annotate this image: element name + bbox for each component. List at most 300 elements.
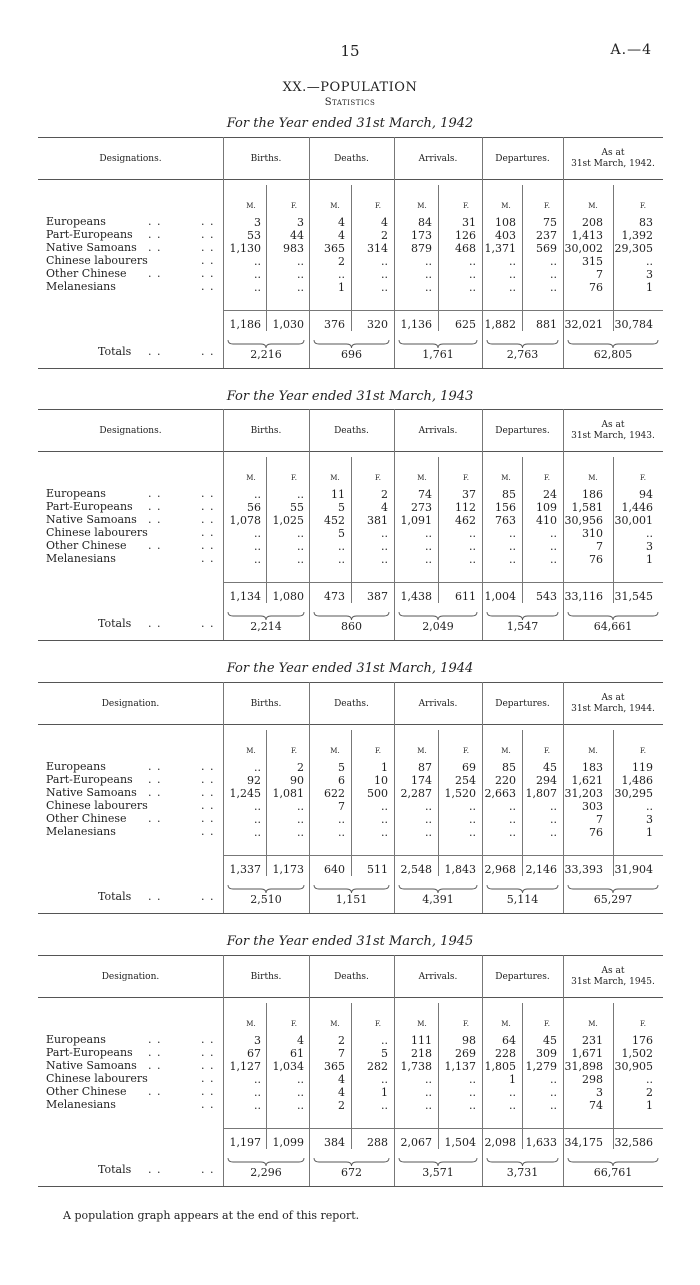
table-cell: .. xyxy=(381,255,388,268)
leader-dots: . . xyxy=(148,500,162,513)
row-label: Melanesians xyxy=(46,1098,116,1111)
table-cell: 1,078 xyxy=(229,514,261,527)
leader-dots: . . xyxy=(201,228,215,241)
table-cell: .. xyxy=(297,800,304,813)
table-cell: 55 xyxy=(290,501,304,514)
leader-dots: . . xyxy=(148,267,162,280)
group-total: 696 xyxy=(341,348,362,361)
subtotal-cell: 1,197 xyxy=(229,1136,261,1149)
group-total: 64,661 xyxy=(593,620,633,633)
group-header: Births. xyxy=(250,972,282,982)
leader-dots: . . xyxy=(201,500,215,513)
as-at-date: 31st March, 1942. xyxy=(571,159,655,169)
table-rule xyxy=(38,1186,663,1187)
row-label: Melanesians xyxy=(46,280,116,293)
leader-dots: . . xyxy=(148,228,162,241)
leader-dots: . . xyxy=(201,825,215,838)
table-cell: 7 xyxy=(338,800,345,813)
table-cell: 1 xyxy=(646,826,653,839)
table-cell: .. xyxy=(425,281,432,294)
table-cell: 4 xyxy=(338,229,345,242)
table-cell: .. xyxy=(381,1034,388,1047)
group-header: Deaths. xyxy=(334,426,369,436)
table-cell: 1,446 xyxy=(621,501,653,514)
table-cell: 31 xyxy=(462,216,476,229)
table-cell: .. xyxy=(381,1073,388,1086)
leader-dots: . . xyxy=(201,812,215,825)
table-cell: .. xyxy=(254,1086,261,1099)
leader-dots: . . xyxy=(148,890,162,903)
table-cell: 186 xyxy=(582,488,603,501)
leader-dots: . . xyxy=(201,345,215,358)
table-cell: 5 xyxy=(338,527,345,540)
table-rule xyxy=(38,997,663,998)
female-subheader: F. xyxy=(375,202,381,210)
table-cell: 3 xyxy=(646,268,653,281)
row-label: Native Samoans xyxy=(46,786,137,799)
table-cell: 1,127 xyxy=(229,1060,261,1073)
table-cell: 3 xyxy=(297,216,304,229)
column-divider xyxy=(394,682,395,913)
table-cell: 4 xyxy=(338,1073,345,1086)
table-cell: .. xyxy=(509,553,516,566)
table-cell: 452 xyxy=(324,514,345,527)
table-cell: .. xyxy=(469,540,476,553)
table-cell: 53 xyxy=(247,229,261,242)
subtotal-rule xyxy=(223,582,663,583)
table-cell: .. xyxy=(509,826,516,839)
table-cell: 879 xyxy=(411,242,432,255)
subtotal-cell: 1,882 xyxy=(484,318,516,331)
leader-dots: . . xyxy=(148,241,162,254)
table-cell: .. xyxy=(338,553,345,566)
female-subheader: F. xyxy=(544,747,550,755)
table-cell: 1,245 xyxy=(229,787,261,800)
table-cell: .. xyxy=(646,527,653,540)
subtotal-cell: 1,004 xyxy=(484,590,516,603)
table-cell: 7 xyxy=(596,268,603,281)
row-label: Part-Europeans xyxy=(46,773,133,786)
table-cell: .. xyxy=(425,527,432,540)
table-cell: 1,091 xyxy=(400,514,432,527)
table-cell: 156 xyxy=(495,501,516,514)
table-cell: .. xyxy=(469,1073,476,1086)
male-subheader: M. xyxy=(417,747,427,755)
table-cell: 1,738 xyxy=(400,1060,432,1073)
year-table xyxy=(38,409,663,641)
table-cell: .. xyxy=(254,268,261,281)
female-subheader: F. xyxy=(291,747,297,755)
table-cell: .. xyxy=(550,826,557,839)
subtotal-cell: 1,337 xyxy=(229,863,261,876)
table-cell: .. xyxy=(550,813,557,826)
table-rule xyxy=(38,179,663,180)
table-cell: 69 xyxy=(462,761,476,774)
group-header: Arrivals. xyxy=(418,972,458,982)
leader-dots: . . xyxy=(148,1046,162,1059)
table-cell: .. xyxy=(509,527,516,540)
male-subheader: M. xyxy=(417,1020,427,1028)
table-cell: 85 xyxy=(502,488,516,501)
subtotal-cell: 881 xyxy=(536,318,557,331)
table-cell: .. xyxy=(254,813,261,826)
column-divider xyxy=(309,137,310,368)
table-cell: 1,130 xyxy=(229,242,261,255)
table-cell: 2 xyxy=(646,1086,653,1099)
column-divider xyxy=(394,409,395,640)
leader-dots: . . xyxy=(201,617,215,630)
row-label: Native Samoans xyxy=(46,513,137,526)
table-cell: .. xyxy=(254,553,261,566)
row-label: Native Samoans xyxy=(46,1059,137,1072)
subtotal-cell: 473 xyxy=(324,590,345,603)
table-cell: .. xyxy=(425,255,432,268)
table-cell: 1 xyxy=(338,281,345,294)
female-subheader: F. xyxy=(640,474,646,482)
table-cell: 85 xyxy=(502,761,516,774)
table-cell: 500 xyxy=(367,787,388,800)
row-label: Other Chinese xyxy=(46,267,127,280)
as-at-date: 31st March, 1945. xyxy=(571,977,655,987)
male-subheader: M. xyxy=(246,1020,256,1028)
table-cell: 3 xyxy=(646,540,653,553)
table-cell: .. xyxy=(425,800,432,813)
totals-label: Totals xyxy=(98,1163,132,1176)
table-cell: 24 xyxy=(543,488,557,501)
table-cell: .. xyxy=(550,540,557,553)
table-cell: 983 xyxy=(283,242,304,255)
table-cell: 94 xyxy=(639,488,653,501)
table-cell: 298 xyxy=(582,1073,603,1086)
table-rule xyxy=(38,451,663,452)
table-cell: 1 xyxy=(381,1086,388,1099)
table-cell: 220 xyxy=(495,774,516,787)
row-label: Europeans xyxy=(46,215,106,228)
male-subheader: M. xyxy=(330,474,340,482)
leader-dots: . . xyxy=(201,1072,215,1085)
male-subheader: M. xyxy=(246,474,256,482)
table-cell: .. xyxy=(509,1086,516,1099)
subtotal-cell: 2,548 xyxy=(400,863,432,876)
leader-dots: . . xyxy=(201,1033,215,1046)
group-header: Arrivals. xyxy=(418,699,458,709)
table-cell: 67 xyxy=(247,1047,261,1060)
male-subheader: M. xyxy=(330,202,340,210)
table-cell: 4 xyxy=(381,501,388,514)
table-cell: 112 xyxy=(455,501,476,514)
subtotal-cell: 511 xyxy=(367,863,388,876)
table-cell: 1,621 xyxy=(571,774,603,787)
table-cell: .. xyxy=(254,1073,261,1086)
table-cell: 569 xyxy=(536,242,557,255)
table-cell: .. xyxy=(425,1099,432,1112)
leader-dots: . . xyxy=(201,254,215,267)
table-rule xyxy=(38,409,663,410)
table-cell: 45 xyxy=(543,761,557,774)
table-cell: .. xyxy=(425,826,432,839)
table-cell: .. xyxy=(297,1099,304,1112)
table-cell: .. xyxy=(550,255,557,268)
table-cell: 83 xyxy=(639,216,653,229)
table-cell: 75 xyxy=(543,216,557,229)
as-at-date: 31st March, 1944. xyxy=(571,704,655,714)
leader-dots: . . xyxy=(201,513,215,526)
group-header: Deaths. xyxy=(334,972,369,982)
column-divider xyxy=(394,137,395,368)
group-total: 2,049 xyxy=(422,620,454,633)
male-subheader: M. xyxy=(588,474,598,482)
table-cell: .. xyxy=(550,1073,557,1086)
leader-dots: . . xyxy=(201,280,215,293)
female-subheader: F. xyxy=(463,1020,469,1028)
table-cell: 2 xyxy=(338,1034,345,1047)
table-cell: 7 xyxy=(338,1047,345,1060)
as-at-header: As at xyxy=(601,148,625,158)
leader-dots: . . xyxy=(201,1059,215,1072)
subtotal-cell: 288 xyxy=(367,1136,388,1149)
document-title: XX.—POPULATION xyxy=(282,80,418,95)
female-subheader: F. xyxy=(544,474,550,482)
table-cell: .. xyxy=(469,826,476,839)
table-cell: 365 xyxy=(324,242,345,255)
table-cell: 2 xyxy=(338,255,345,268)
group-total: 4,391 xyxy=(422,893,454,906)
table-cell: .. xyxy=(254,527,261,540)
table-cell: .. xyxy=(297,540,304,553)
table-cell: .. xyxy=(338,268,345,281)
table-cell: 98 xyxy=(462,1034,476,1047)
table-cell: 4 xyxy=(338,1086,345,1099)
leader-dots: . . xyxy=(148,617,162,630)
row-label: Part-Europeans xyxy=(46,228,133,241)
group-header: Departures. xyxy=(495,699,550,709)
subtotal-cell: 2,098 xyxy=(484,1136,516,1149)
table-cell: 74 xyxy=(418,488,432,501)
table-cell: 1,671 xyxy=(571,1047,603,1060)
subtotal-cell: 1,186 xyxy=(229,318,261,331)
column-divider xyxy=(482,409,483,640)
male-subheader: M. xyxy=(501,747,511,755)
leader-dots: . . xyxy=(201,526,215,539)
table-cell: 174 xyxy=(411,774,432,787)
table-cell: .. xyxy=(469,553,476,566)
table-cell: 208 xyxy=(582,216,603,229)
leader-dots: . . xyxy=(201,760,215,773)
table-cell: .. xyxy=(509,255,516,268)
subtotal-rule xyxy=(223,1128,663,1129)
table-cell: 5 xyxy=(338,761,345,774)
leader-dots: . . xyxy=(201,799,215,812)
subtotal-cell: 2,067 xyxy=(400,1136,432,1149)
table-cell: 76 xyxy=(589,281,603,294)
subtotal-cell: 1,099 xyxy=(272,1136,304,1149)
group-total: 860 xyxy=(341,620,362,633)
table-cell: 37 xyxy=(462,488,476,501)
table-cell: 29,305 xyxy=(614,242,653,255)
subtotal-cell: 384 xyxy=(324,1136,345,1149)
table-cell: .. xyxy=(254,800,261,813)
row-label: Part-Europeans xyxy=(46,1046,133,1059)
table-cell: .. xyxy=(469,268,476,281)
table-cell: .. xyxy=(338,540,345,553)
table-cell: 7 xyxy=(596,813,603,826)
table-cell: 5 xyxy=(381,1047,388,1060)
table-cell: .. xyxy=(254,761,261,774)
table-cell: .. xyxy=(469,800,476,813)
table-cell: 309 xyxy=(536,1047,557,1060)
table-cell: .. xyxy=(469,255,476,268)
table-cell: 30,295 xyxy=(614,787,653,800)
leader-dots: . . xyxy=(201,786,215,799)
footnote: A population graph appears at the end of this report. xyxy=(63,1209,360,1222)
leader-dots: . . xyxy=(201,215,215,228)
table-cell: 56 xyxy=(247,501,261,514)
table-cell: 1,279 xyxy=(525,1060,557,1073)
group-total: 3,571 xyxy=(422,1166,454,1179)
leader-dots: . . xyxy=(148,215,162,228)
table-cell: .. xyxy=(297,268,304,281)
row-label: Part-Europeans xyxy=(46,500,133,513)
male-subheader: M. xyxy=(588,747,598,755)
table-cell: 1,137 xyxy=(444,1060,476,1073)
group-total: 62,805 xyxy=(593,348,633,361)
female-subheader: F. xyxy=(463,202,469,210)
group-header: Deaths. xyxy=(334,154,369,164)
table-cell: 4 xyxy=(381,216,388,229)
column-divider xyxy=(309,955,310,1186)
subtotal-cell: 640 xyxy=(324,863,345,876)
row-label: Europeans xyxy=(46,760,106,773)
table-cell: .. xyxy=(425,540,432,553)
table-cell: 303 xyxy=(582,800,603,813)
table-cell: 183 xyxy=(582,761,603,774)
subtotal-cell: 1,438 xyxy=(400,590,432,603)
table-cell: 30,002 xyxy=(564,242,603,255)
table-cell: 254 xyxy=(455,774,476,787)
group-total: 1,151 xyxy=(335,893,368,906)
leader-dots: . . xyxy=(201,1085,215,1098)
designation-header: Designation. xyxy=(101,699,160,709)
table-cell: 45 xyxy=(543,1034,557,1047)
leader-dots: . . xyxy=(201,539,215,552)
table-cell: 90 xyxy=(290,774,304,787)
table-cell: 109 xyxy=(536,501,557,514)
subtotal-cell: 1,504 xyxy=(444,1136,476,1149)
subtotal-cell: 1,080 xyxy=(272,590,304,603)
table-cell: .. xyxy=(469,1086,476,1099)
column-divider xyxy=(482,682,483,913)
female-subheader: F. xyxy=(463,747,469,755)
table-cell: 2 xyxy=(297,761,304,774)
leader-dots: . . xyxy=(148,812,162,825)
table-cell: 237 xyxy=(536,229,557,242)
as-at-header: As at xyxy=(601,966,625,976)
female-subheader: F. xyxy=(463,474,469,482)
table-rule xyxy=(38,368,663,369)
table-cell: 31,203 xyxy=(564,787,603,800)
leader-dots: . . xyxy=(148,1033,162,1046)
subtotal-cell: 2,146 xyxy=(525,863,557,876)
year-title: For the Year ended 31st March, 1943 xyxy=(226,389,474,404)
table-cell: 410 xyxy=(536,514,557,527)
table-cell: .. xyxy=(550,1086,557,1099)
table-cell: 314 xyxy=(367,242,388,255)
group-total: 2,214 xyxy=(250,620,282,633)
table-cell: 1,025 xyxy=(272,514,304,527)
table-cell: 282 xyxy=(367,1060,388,1073)
table-cell: 3 xyxy=(254,216,261,229)
table-cell: .. xyxy=(425,1086,432,1099)
table-cell: 108 xyxy=(495,216,516,229)
subtotal-cell: 31,904 xyxy=(614,863,653,876)
table-cell: .. xyxy=(469,813,476,826)
table-cell: 1,081 xyxy=(272,787,304,800)
group-header: Departures. xyxy=(495,972,550,982)
table-cell: .. xyxy=(381,1099,388,1112)
document-subtitle: Statistics xyxy=(324,97,376,108)
table-rule xyxy=(38,913,663,914)
male-subheader: M. xyxy=(501,202,511,210)
table-cell: 6 xyxy=(338,774,345,787)
table-cell: .. xyxy=(381,813,388,826)
group-total: 65,297 xyxy=(593,893,633,906)
table-cell: .. xyxy=(297,527,304,540)
subtotal-cell: 611 xyxy=(455,590,476,603)
subtotal-cell: 2,968 xyxy=(484,863,516,876)
table-cell: 176 xyxy=(632,1034,653,1047)
table-cell: 2 xyxy=(381,488,388,501)
table-cell: .. xyxy=(297,553,304,566)
table-cell: 1,392 xyxy=(621,229,653,242)
leader-dots: . . xyxy=(148,513,162,526)
table-cell: 381 xyxy=(367,514,388,527)
designation-header: Designations. xyxy=(99,154,162,164)
male-subheader: M. xyxy=(330,1020,340,1028)
female-subheader: F. xyxy=(640,202,646,210)
female-subheader: F. xyxy=(375,747,381,755)
year-title: For the Year ended 31st March, 1942 xyxy=(226,116,474,131)
subtotal-cell: 1,173 xyxy=(272,863,304,876)
group-total: 672 xyxy=(341,1166,362,1179)
table-cell: .. xyxy=(254,1099,261,1112)
table-cell: .. xyxy=(297,1073,304,1086)
table-rule xyxy=(38,640,663,641)
table-cell: .. xyxy=(425,813,432,826)
row-label: Native Samoans xyxy=(46,241,137,254)
female-subheader: F. xyxy=(291,1020,297,1028)
table-cell: 5 xyxy=(338,501,345,514)
male-subheader: M. xyxy=(417,202,427,210)
table-rule xyxy=(38,724,663,725)
table-cell: .. xyxy=(550,268,557,281)
female-subheader: F. xyxy=(544,1020,550,1028)
table-cell: 76 xyxy=(589,553,603,566)
subtotal-cell: 33,393 xyxy=(564,863,603,876)
group-header: Deaths. xyxy=(334,699,369,709)
designation-header: Designations. xyxy=(99,426,162,436)
table-cell: .. xyxy=(509,281,516,294)
as-at-header: As at xyxy=(601,420,625,430)
table-cell: 119 xyxy=(632,761,653,774)
female-subheader: F. xyxy=(640,1020,646,1028)
table-cell: .. xyxy=(297,813,304,826)
column-divider xyxy=(223,137,224,368)
as-at-header: As at xyxy=(601,693,625,703)
table-cell: .. xyxy=(509,1099,516,1112)
leader-dots: . . xyxy=(148,1059,162,1072)
subtotal-cell: 543 xyxy=(536,590,557,603)
table-cell: .. xyxy=(381,800,388,813)
